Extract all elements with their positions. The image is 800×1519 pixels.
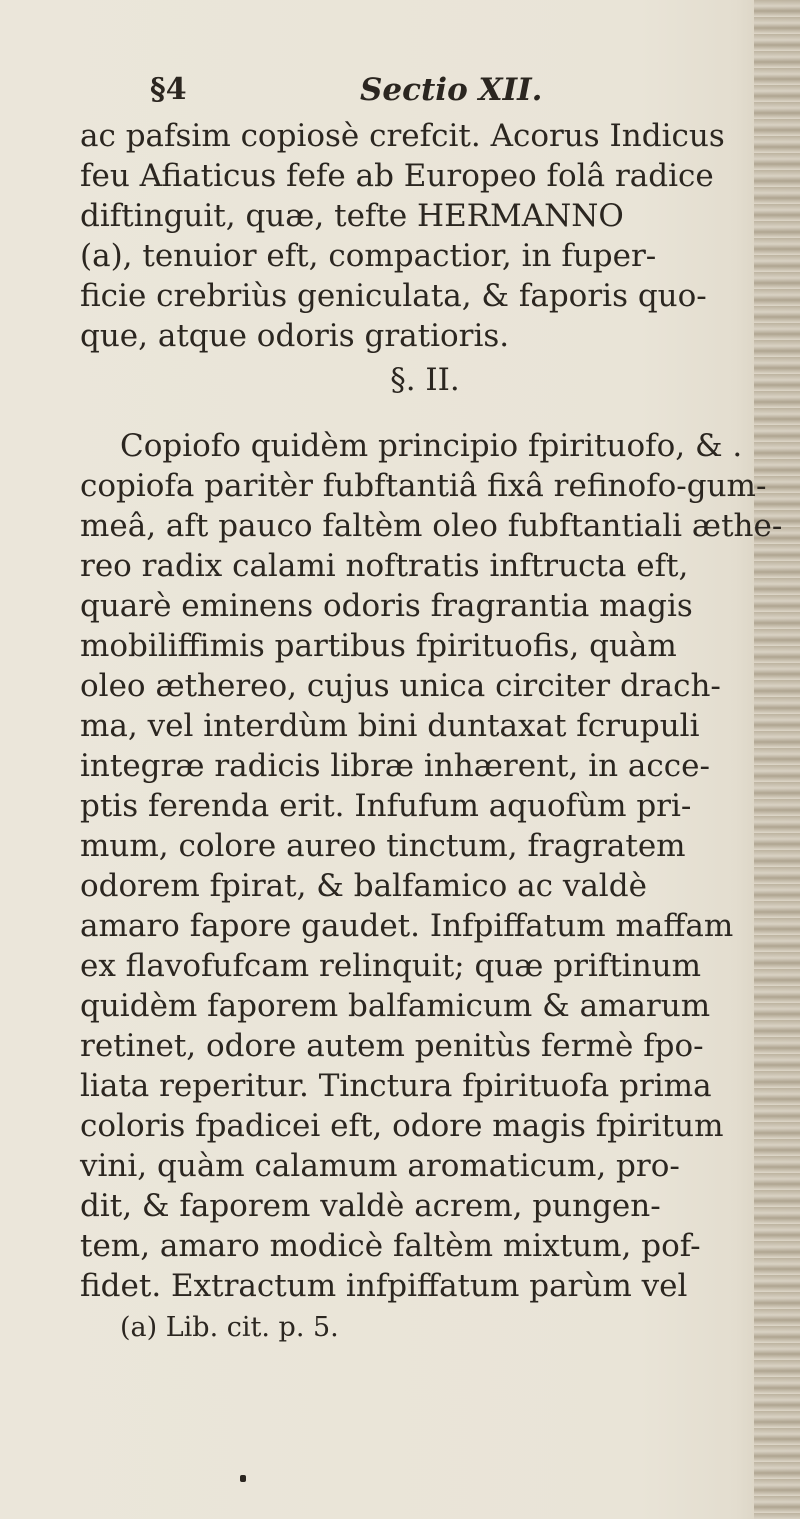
page-mark: §4 <box>150 72 187 107</box>
text-line: ptis ferenda erit. Infufum aquofùm pri- <box>80 788 692 824</box>
text-line: vini, quàm calamum aromaticum, pro- <box>80 1148 680 1184</box>
text-line: quidèm faporem balfamicum & amarum <box>80 988 711 1024</box>
text-line: copiofa paritèr fubftantiâ fixâ refinofo-gum- <box>80 468 767 504</box>
text-line: liata reperitur. Tinctura fpirituofa prima <box>80 1068 712 1104</box>
page-edge <box>754 0 800 1519</box>
text-line: (a), tenuior eft, compactior, in fuper- <box>80 238 657 274</box>
text-line: coloris fpadicei eft, odore magis fpiritum <box>80 1108 724 1144</box>
footnote: (a) Lib. cit. p. 5. <box>120 1312 339 1343</box>
text-line: feu Afiaticus fefe ab Europeo folâ radice <box>80 158 714 194</box>
text-line: oleo æthereo, cujus unica circiter drach- <box>80 668 721 704</box>
text-line: integræ radicis libræ inhærent, in acce- <box>80 748 710 784</box>
text-line: diftinguit, quæ, tefte HERMANNO <box>80 198 624 234</box>
text-line: odorem fpirat, & balfamico ac valdè <box>80 868 647 904</box>
text-line: tem, amaro modicè faltèm mixtum, pof- <box>80 1228 701 1264</box>
text-line: retinet, odore autem penitùs fermè fpo- <box>80 1028 704 1064</box>
text-line: quarè eminens odoris fragrantia magis <box>80 588 693 624</box>
text-line: ex flavofufcam relinquit; quæ priftinum <box>80 948 702 984</box>
text-line: que, atque odoris gratioris. <box>80 318 510 354</box>
text-line: amaro fapore gaudet. Infpiffatum maffam <box>80 908 734 944</box>
text-line: fidet. Extractum infpiffatum parùm vel <box>80 1268 688 1304</box>
text-line: Copiofo quidèm principio fpirituofo, & . <box>120 428 743 464</box>
text-line: mum, colore aureo tinctum, fragratem <box>80 828 686 864</box>
text-line: reo radix calami noftratis inftructa eft, <box>80 548 689 584</box>
text-line: dit, & faporem valdè acrem, pungen- <box>80 1188 661 1224</box>
subsection-heading: §. II. <box>390 362 460 398</box>
text-line: ac pafsim copiosè crefcit. Acorus Indicus <box>80 118 725 154</box>
text-line: ma, vel interdùm bini duntaxat fcrupuli <box>80 708 700 744</box>
text-line: ficie crebriùs geniculata, & faporis quo- <box>80 278 707 314</box>
text-line: mobiliffimis partibus fpirituofis, quàm <box>80 628 677 664</box>
running-header <box>150 72 670 116</box>
section-title: Sectio XII. <box>360 72 543 108</box>
text-line: meâ, aft pauco faltèm oleo fubftantiali æthe- <box>80 508 783 544</box>
ink-mark <box>240 1475 246 1482</box>
